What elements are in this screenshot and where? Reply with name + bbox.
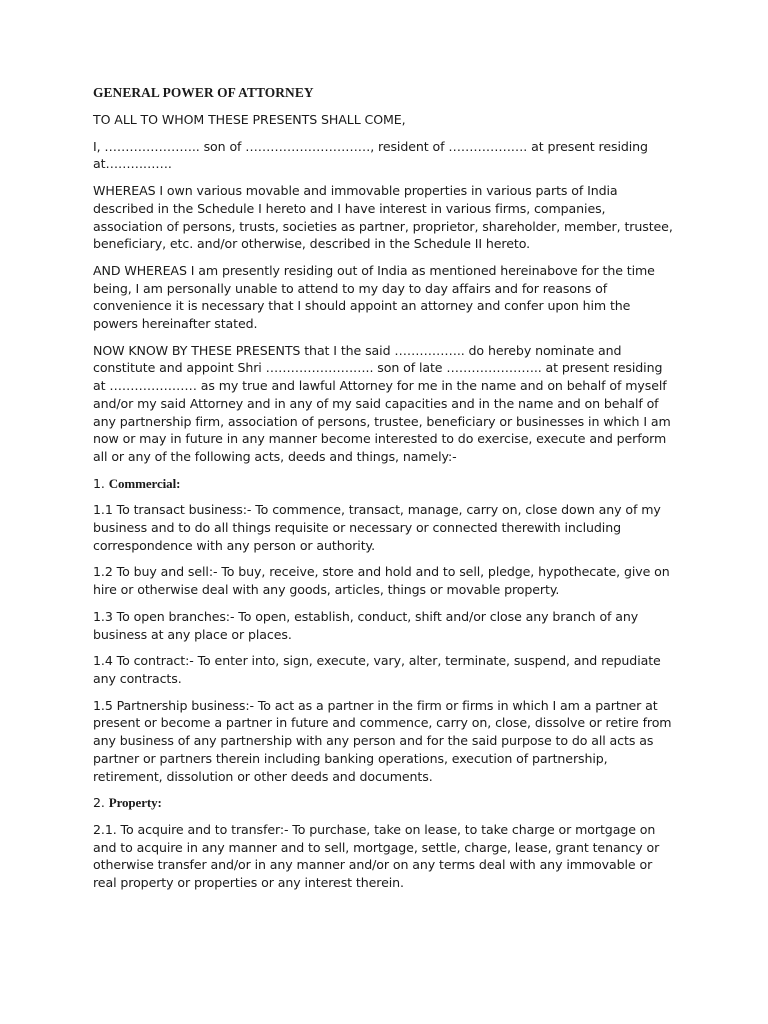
section-number: 2. [93,795,105,811]
clause-1-4: 1.4 To contract:- To enter into, sign, execute, vary, alter, terminate, suspend, and repudiate any contracts. [93,653,661,686]
section-label: Commercial: [108,475,181,491]
clause-2-1: 2.1. To acquire and to transfer:- To purchase, take on lease, to take charge or mortgage on and to acquire in any manner and to sell, mortgage, settle, charge, lease, grant tenancy or otherwise transfer and/or in any manner and/or on any terms deal with any immovable or real property or properties or any interest therein. [93,821,660,891]
whereas-paragraph-2: AND WHEREAS I am presently residing out of India as mentioned hereinabove for the time being, I am personally unable to attend to my day to day affairs and for reasons of convenience it is necessary that I should appoint an attorney and confer upon him the powers hereinafter stated. [93,262,655,332]
intro-paragraph: I, ………………….. son of …………………………, resident of ………………. at present residing at……………. [93,138,648,172]
salutation: TO ALL TO WHOM THESE PRESENTS SHALL COME, [93,112,406,127]
whereas-paragraph-1: WHEREAS I own various movable and immovable properties in various parts of India described in the Schedule I hereto and I have interest in various firms, companies, association of persons, trusts, societies as partner, proprietor, shareholder, member, trustee, beneficiary, etc. and/or otherwise, described in the Schedule II hereto. [93,183,673,252]
clause-1-5: 1.5 Partnership business:- To act as a partner in the firm or firms in which I am a partner at present or become a partner in future and commence, carry on, close, dissolve or retire from any business of any partnership with any person and for the said purpose to do all acts as partner or partners therein including banking operations, execution of partnership, retirement, dissolution or other deeds and documents. [93,697,672,784]
now-know-paragraph: NOW KNOW BY THESE PRESENTS that I the said …………….. do hereby nominate and constitute and appoint Shri …………………….. son of late ………………….. at present residing at ………………… as my true and lawful Attorney for me in the name and on behalf of myself and/or my said Attorney and in any of my said capacities and in the name and on behalf of any partnership firm, association of persons, trustee, beneficiary or businesses in which I am now or may in future in any manner become interested to do exercise, execute and perform all or any of the following acts, deeds and things, namely:- [93,342,671,464]
section-number: 1. [93,475,105,491]
section-label: Property: [108,795,162,811]
document-page [93,84,675,901]
clause-1-2: 1.2 To buy and sell:- To buy, receive, store and hold and to sell, pledge, hypothecate, give on hire or otherwise deal with any goods, articles, things or movable property. [93,564,670,598]
section-heading-property [93,794,675,812]
document-title: GENERAL POWER OF ATTORNEY [93,85,314,100]
clause-1-1: 1.1 To transact business:- To commence, transact, manage, carry on, close down any of my business and to do all things requisite or necessary or connected therewith including correspondence with any person or authority. [93,502,661,553]
clause-1-3: 1.3 To open branches:- To open, establish, conduct, shift and/or close any branch of any business at any place or places. [93,608,639,642]
section-heading-commercial [93,475,675,493]
